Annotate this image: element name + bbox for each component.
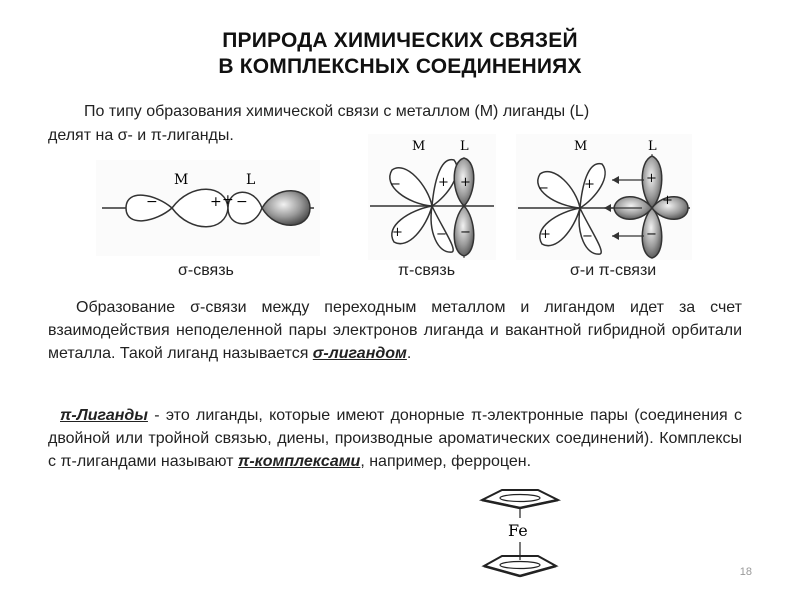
sign-minus: − [582, 229, 593, 244]
sigma-bond-figure [96, 160, 320, 256]
sign-minus: − [390, 177, 401, 192]
label-l: L [246, 172, 256, 188]
label-m: M [174, 172, 189, 188]
sigma-pi-bond-figure [516, 134, 692, 260]
sign-plus: + [540, 227, 551, 242]
label-l: L [648, 139, 657, 154]
sign-plus: + [210, 194, 222, 210]
sign-minus: − [460, 225, 471, 240]
sign-minus: − [538, 181, 549, 196]
sign-minus: − [146, 194, 158, 210]
label-l: L [460, 139, 469, 154]
sign-plus: + [646, 171, 657, 186]
paragraph-pi-text: - это лиганды, которые имеют донорные π-электронные пары (соединения с двойной или тройной связью, диены, производные ароматических соединений). Комплексы с π-лигандами называют [48, 407, 742, 470]
sigma-bond-diagram [96, 160, 320, 256]
pi-caption: π-связь [398, 262, 456, 279]
sign-plus: + [438, 175, 449, 190]
paragraph-sigma-text: Образование σ-связи между переходным металлом и лигандом идет за счет взаимодействия неподеленной пары электронов лиганда и вакантной гибридной орбитали металла. Такой лиганд называется [48, 299, 742, 362]
sign-plus: + [584, 177, 595, 192]
pi-bond-diagram [368, 134, 496, 260]
sigma-caption: σ-связь [178, 262, 234, 279]
ferrocene-diagram [466, 478, 572, 590]
sign-plus: + [222, 192, 234, 208]
slide-title [0, 28, 800, 80]
ferrocene-structure [466, 478, 572, 590]
sigma-pi-caption: σ-и π-связи [570, 262, 657, 279]
title-line-1: ПРИРОДА ХИМИЧЕСКИХ СВЯЗЕЙ [222, 29, 578, 52]
page-number: 18 [739, 566, 752, 578]
sigma-ligand-term: σ-лигандом [312, 345, 407, 362]
sign-plus: + [392, 225, 403, 240]
intro-line-1: По типу образования химической связи с металлом (М) лиганды (L) [84, 103, 590, 120]
label-m: M [412, 139, 426, 154]
title-line-2: В КОМПЛЕКСНЫХ СОЕДИНЕНИЯХ [218, 55, 582, 78]
sign-plus: + [460, 175, 471, 190]
paragraph-sigma [48, 296, 742, 365]
sigma-pi-bond-diagram [516, 134, 692, 260]
fe-atom-label: Fe [508, 521, 528, 540]
sign-minus: − [236, 194, 248, 210]
pi-bond-figure [368, 134, 496, 260]
pi-complexes-term: π-комплексами [237, 453, 361, 470]
sign-plus: + [662, 193, 673, 208]
pi-ligands-term: π-Лиганды [60, 407, 148, 424]
sign-minus: − [646, 227, 657, 242]
sign-minus: − [436, 227, 447, 242]
label-m: M [574, 139, 588, 154]
paragraph-pi [48, 404, 742, 473]
paragraph-sigma-end: . [406, 345, 412, 362]
paragraph-pi-end: , например, ферроцен. [360, 453, 532, 470]
intro-line-2: делят на σ- и π-лиганды. [48, 127, 234, 144]
